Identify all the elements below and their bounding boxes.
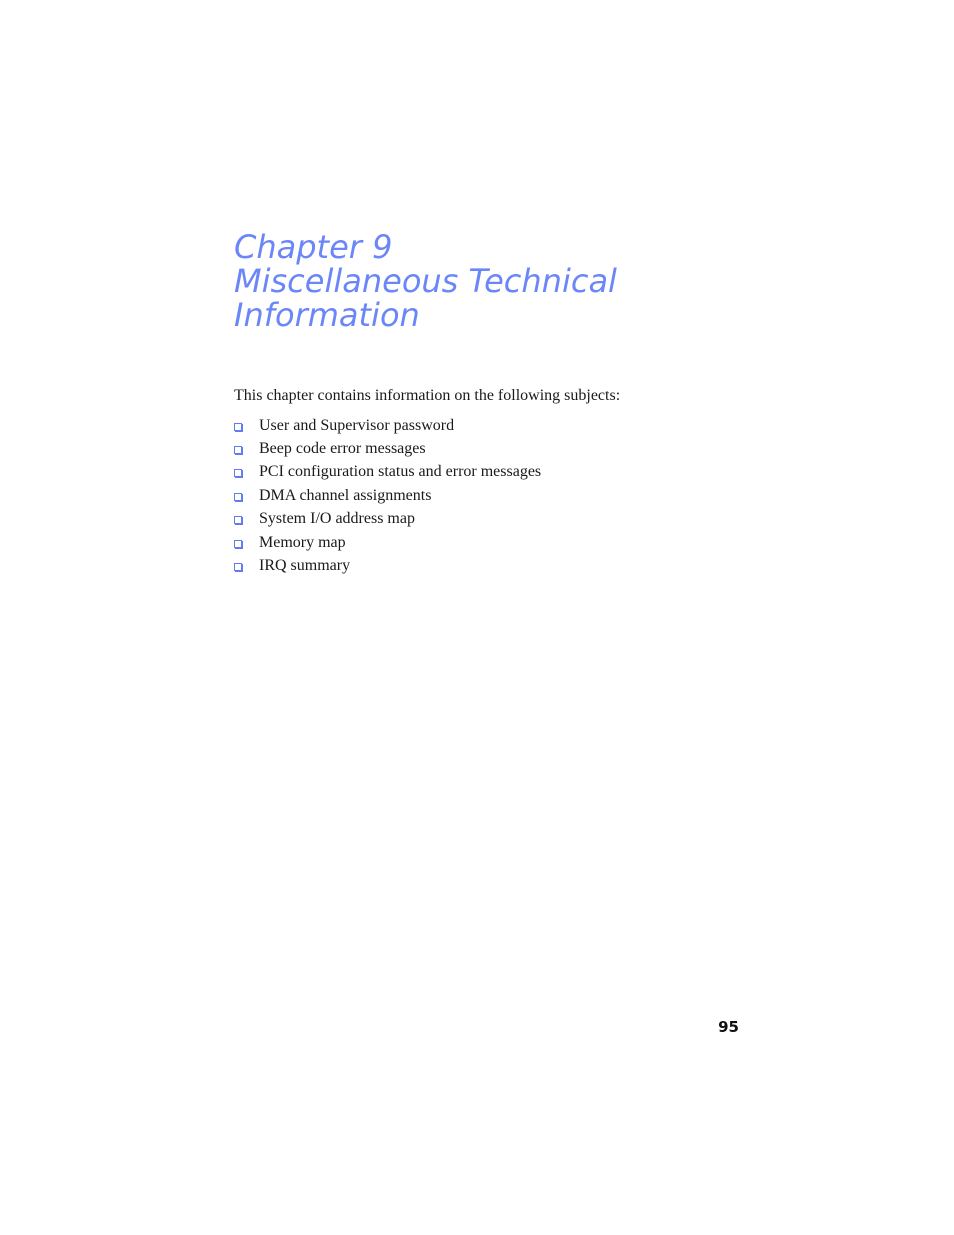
checkbox-bullet-icon <box>234 493 242 501</box>
checkbox-bullet-icon <box>234 446 242 454</box>
list-item <box>234 414 541 437</box>
list-item-label: PCI configuration status and error messages <box>259 463 542 481</box>
checkbox-bullet-icon <box>234 423 242 431</box>
list-item <box>234 461 541 484</box>
subject-list <box>234 414 541 578</box>
list-item <box>234 508 541 531</box>
list-item <box>234 554 541 577</box>
list-item-label: DMA channel assignments <box>259 486 432 504</box>
checkbox-bullet-icon <box>234 469 242 477</box>
list-item-label: User and Supervisor password <box>259 416 455 434</box>
intro-paragraph: This chapter contains information on the following subjects: <box>234 387 621 404</box>
list-item <box>234 531 541 554</box>
page-number: 95 <box>718 1018 739 1036</box>
checkbox-bullet-icon <box>234 540 242 548</box>
list-item <box>234 437 541 460</box>
list-item-label: Beep code error messages <box>259 440 426 458</box>
list-item-label: IRQ summary <box>259 557 351 575</box>
checkbox-bullet-icon <box>234 563 242 571</box>
chapter-title-line: Miscellaneous Technical <box>234 262 617 300</box>
chapter-title-line: Information <box>234 296 420 334</box>
chapter-title <box>234 230 794 332</box>
list-item-label: Memory map <box>259 533 346 551</box>
list-item <box>234 484 541 507</box>
checkbox-bullet-icon <box>234 516 242 524</box>
chapter-title-line: Chapter 9 <box>234 228 393 266</box>
list-item-label: System I/O address map <box>259 510 415 528</box>
